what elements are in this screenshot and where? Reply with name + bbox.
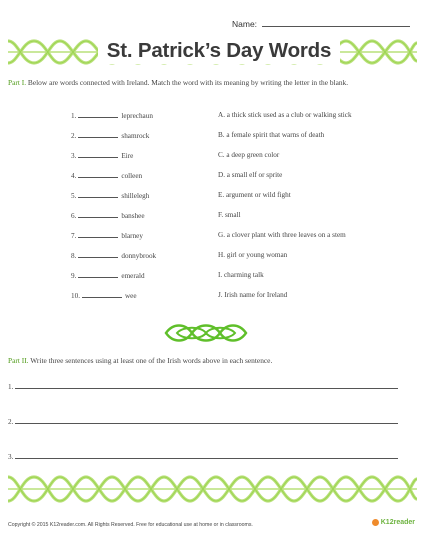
part2-label: Part II. — [8, 356, 29, 365]
item-number: 7. — [71, 232, 77, 240]
title-banner — [8, 33, 417, 71]
part1-label: Part I. — [8, 78, 27, 87]
item-word: donnybrook — [121, 252, 157, 260]
match-row — [0, 271, 425, 283]
item-word: emerald — [121, 272, 145, 280]
sentence-number: 3. — [8, 453, 14, 461]
item-number: 6. — [71, 212, 77, 220]
logo-icon — [372, 519, 379, 526]
answer-blank[interactable] — [82, 291, 122, 298]
match-row — [0, 251, 425, 263]
title-box — [98, 38, 340, 64]
item-meaning: G. a clover plant with three leaves on a stem — [218, 231, 346, 239]
item-word: wee — [124, 292, 137, 300]
page-title: St. Patrick’s Day Words — [106, 39, 332, 62]
item-word: leprechaun — [121, 112, 153, 120]
item-meaning: A. a thick stick used as a club or walking stick — [218, 111, 352, 119]
item-number: 10. — [71, 292, 80, 300]
item-meaning: I. charming talk — [218, 271, 264, 279]
item-word: shillelegh — [121, 192, 150, 200]
part2-text: Write three sentences using at least one of the Irish words above in each sentence. — [30, 356, 273, 365]
match-row — [0, 111, 425, 123]
item-word: Eire — [121, 152, 134, 160]
logo-text: K12reader — [380, 519, 415, 527]
part1-instructions — [8, 78, 412, 89]
sentence-line[interactable] — [15, 417, 398, 424]
item-meaning: E. argument or wild fight — [218, 191, 291, 199]
answer-blank[interactable] — [78, 171, 118, 178]
item-word: shamrock — [121, 132, 150, 140]
name-label: Name: — [232, 19, 258, 29]
item-meaning: F. small — [218, 211, 241, 219]
match-row — [0, 211, 425, 223]
match-row — [0, 131, 425, 143]
answer-blank[interactable] — [78, 151, 118, 158]
answer-blank[interactable] — [78, 191, 118, 198]
part2-instructions — [8, 356, 412, 367]
item-meaning: J. Irish name for Ireland — [218, 291, 288, 299]
name-field — [232, 18, 410, 29]
answer-blank[interactable] — [78, 271, 118, 278]
match-row — [0, 191, 425, 203]
item-number: 1. — [71, 112, 77, 120]
match-row — [0, 231, 425, 243]
item-number: 8. — [71, 252, 77, 260]
item-number: 5. — [71, 192, 77, 200]
match-row — [0, 171, 425, 183]
item-meaning: D. a small elf or sprite — [218, 171, 283, 179]
match-row — [0, 151, 425, 163]
answer-blank[interactable] — [78, 131, 118, 138]
item-word: colleen — [121, 172, 143, 180]
answer-blank[interactable] — [78, 251, 118, 258]
part1-text: Below are words connected with Ireland. Match the word with its meaning by writing the letter in the blank. — [27, 78, 349, 87]
k12reader-logo — [372, 519, 415, 526]
sentence-number: 1. — [8, 383, 14, 391]
celtic-border-bottom — [8, 467, 417, 511]
sentence-line[interactable] — [15, 452, 398, 459]
sentence-line[interactable] — [15, 382, 398, 389]
answer-blank[interactable] — [78, 231, 118, 238]
item-number: 3. — [71, 152, 77, 160]
sentence-number: 2. — [8, 418, 14, 426]
answer-blank[interactable] — [78, 211, 118, 218]
sentence-row — [8, 452, 398, 461]
item-number: 2. — [71, 132, 77, 140]
answer-blank[interactable] — [78, 111, 118, 118]
name-blank[interactable] — [262, 18, 410, 27]
copyright-text: Copyright © 2015 K12reader.com. All Rights Reserved. Free for educational use at home or in classrooms. — [8, 522, 253, 528]
match-row — [0, 291, 425, 303]
sentence-row — [8, 382, 398, 391]
item-meaning: H. girl or young woman — [218, 251, 288, 259]
item-meaning: C. a deep green color — [218, 151, 280, 159]
item-number: 4. — [71, 172, 77, 180]
item-meaning: B. a female spirit that warns of death — [218, 131, 325, 139]
item-word: blarney — [121, 232, 143, 240]
sentence-row — [8, 417, 398, 426]
celtic-knot-icon — [163, 323, 249, 343]
item-word: banshee — [121, 212, 145, 220]
item-number: 9. — [71, 272, 77, 280]
